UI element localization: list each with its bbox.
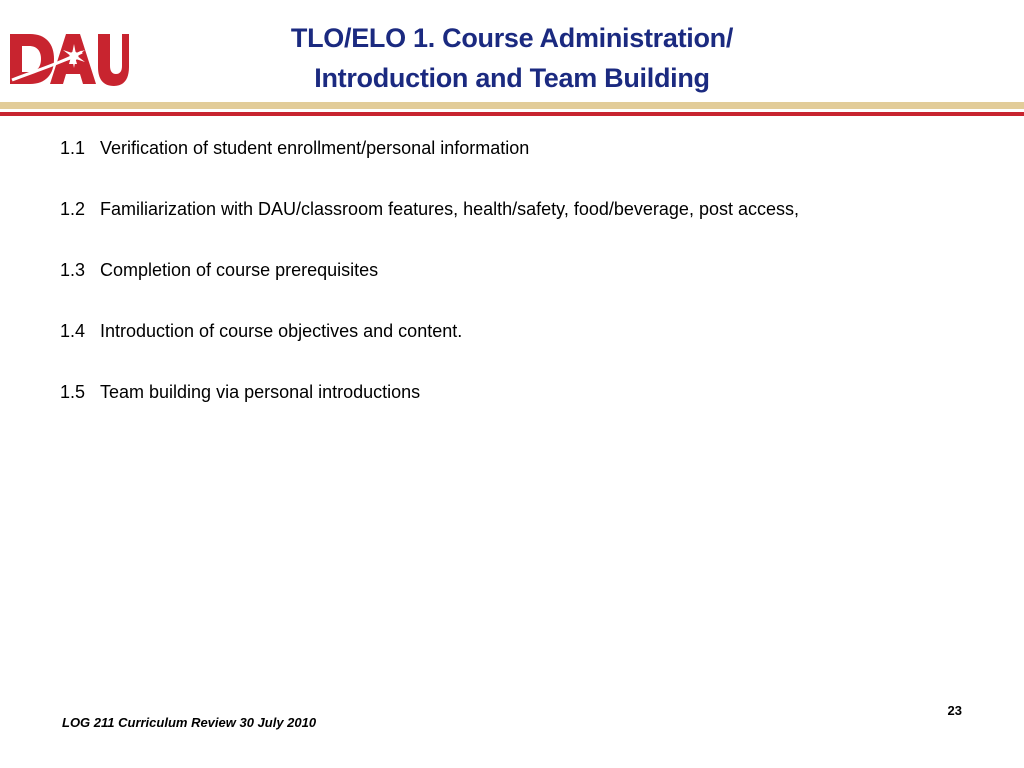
- list-item-text: Team building via personal introductions: [100, 382, 421, 402]
- slide-title-line-1: TLO/ELO 1. Course Administration/: [290, 23, 734, 53]
- logo-letter-d: [10, 34, 54, 84]
- header-divider-tan: [0, 102, 1024, 109]
- list-item: [60, 258, 990, 319]
- list-item-number: 1.5: [60, 382, 86, 402]
- list-item-text: Verification of student enrollment/personal information: [100, 138, 530, 158]
- list-item-number: 1.1: [60, 138, 86, 158]
- list-item: [60, 197, 990, 258]
- dau-logo: [8, 30, 130, 88]
- list-item-number: 1.3: [60, 260, 86, 280]
- footer-text: LOG 211 Curriculum Review 30 July 2010: [62, 715, 317, 730]
- list-item: [60, 136, 990, 197]
- list-item: [60, 319, 990, 380]
- page-number: 23: [947, 703, 962, 718]
- header-divider-red: [0, 112, 1024, 116]
- objective-list: [60, 136, 990, 441]
- list-item-text: Familiarization with DAU/classroom features, health/safety, food/beverage, post access,: [100, 199, 799, 219]
- slide-title-line-2: Introduction and Team Building: [314, 63, 710, 93]
- slide-title: [150, 18, 874, 98]
- list-item-number: 1.4: [60, 321, 86, 341]
- logo-letter-u: [98, 34, 129, 86]
- list-item-number: 1.2: [60, 199, 86, 219]
- list-item: [60, 380, 990, 441]
- list-item-text: Introduction of course objectives and content.: [100, 321, 463, 341]
- list-item-text: Completion of course prerequisites: [100, 260, 379, 280]
